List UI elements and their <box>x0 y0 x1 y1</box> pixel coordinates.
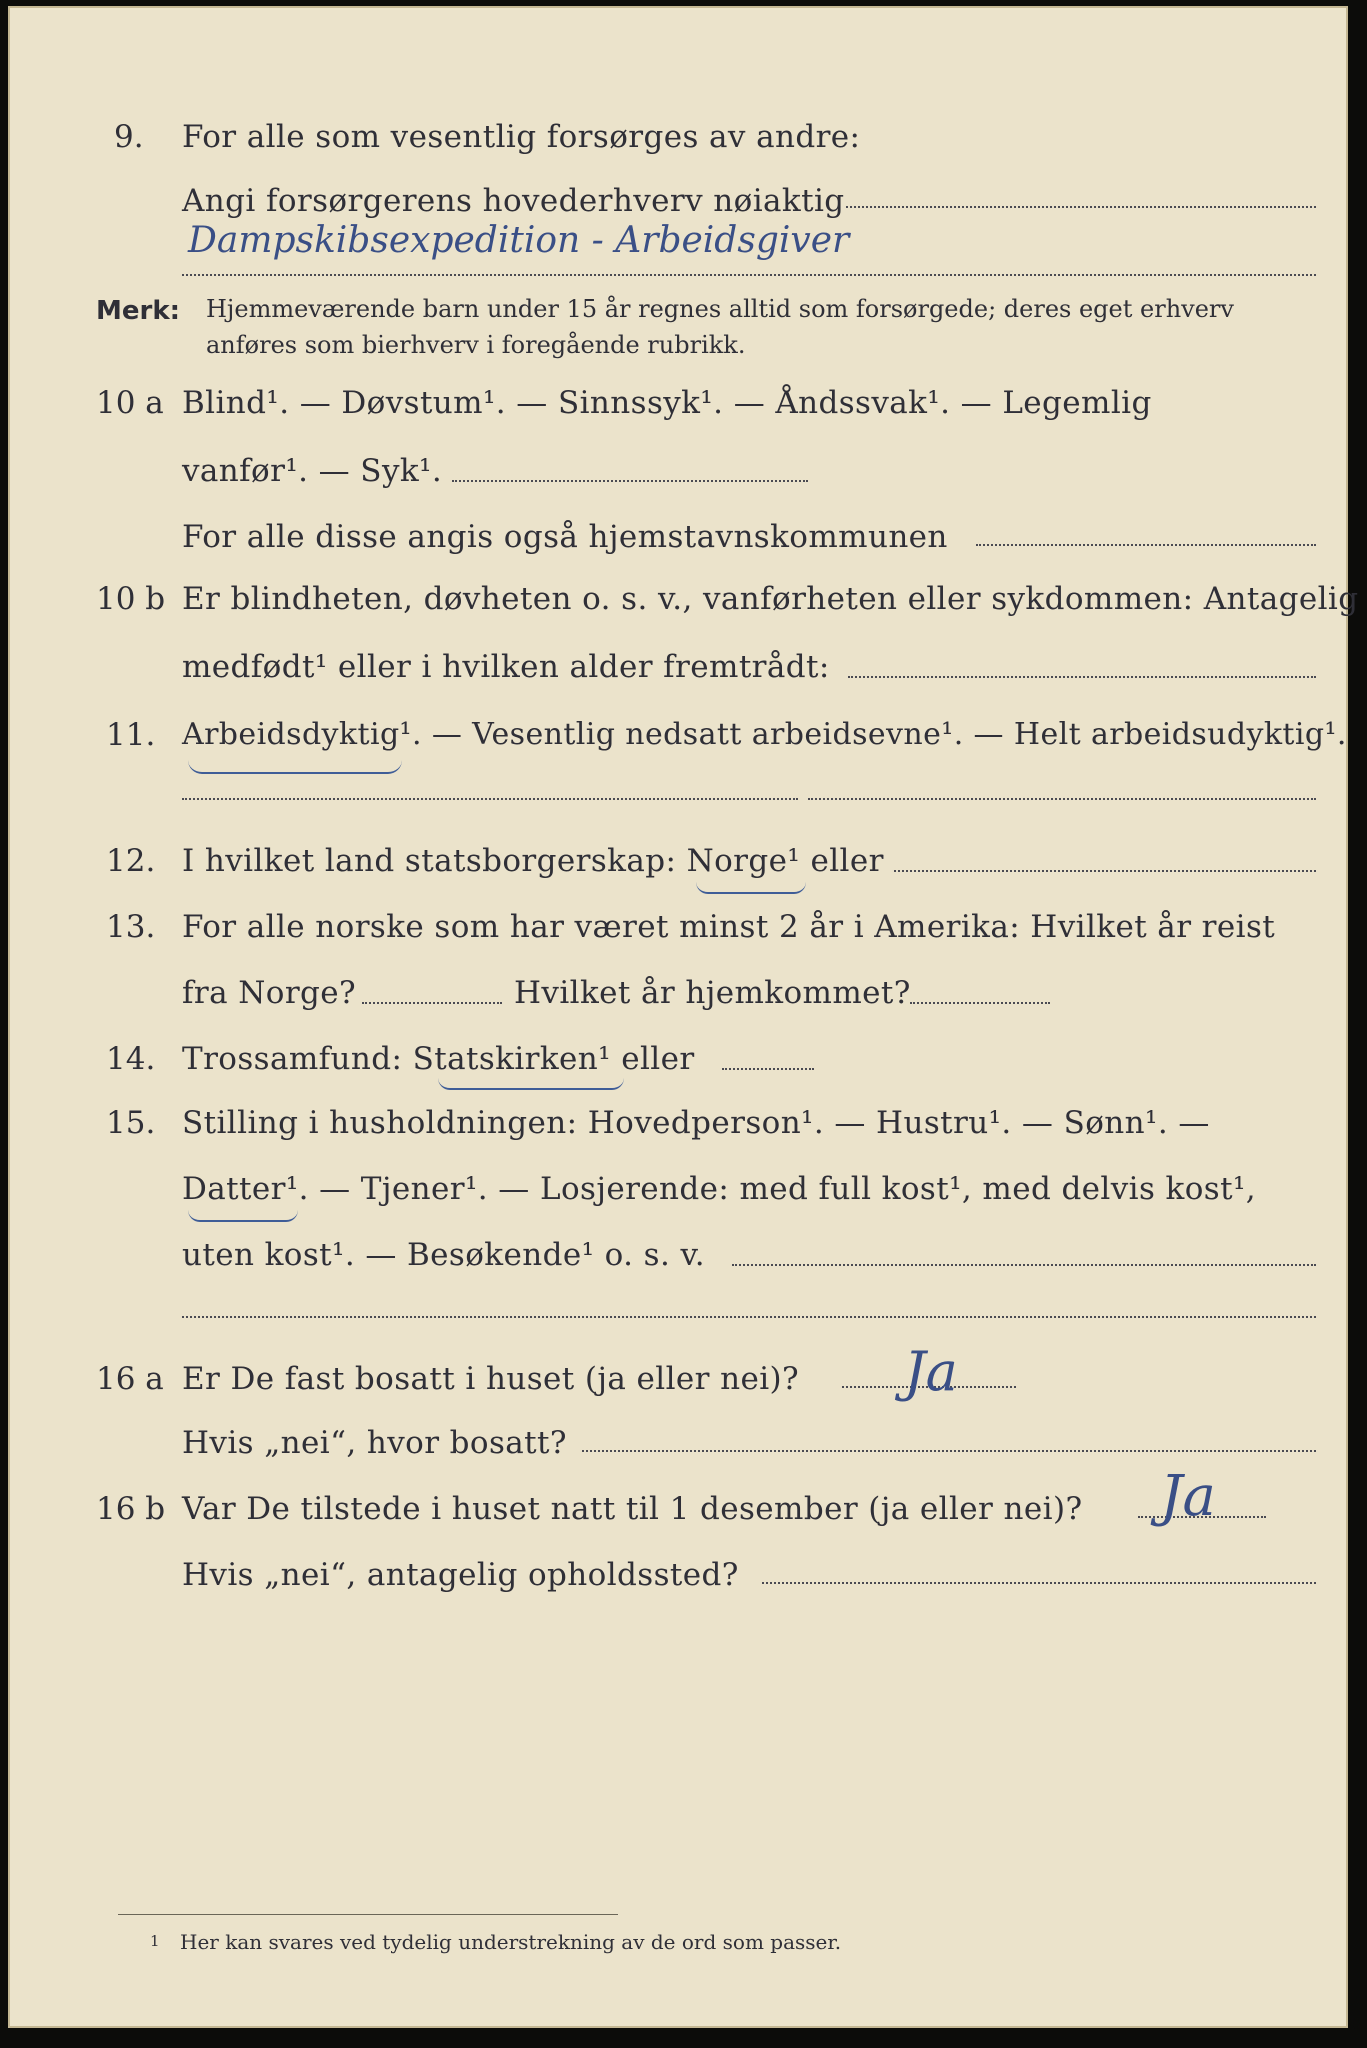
q12-row-1 <box>10 836 1350 886</box>
q10a-row-3 <box>10 512 1350 562</box>
q15-line1: Stilling i husholdningen: Hovedperson¹. — Hustru¹. — Sønn¹. — <box>182 1105 1210 1141</box>
q11-row-1 <box>10 710 1350 760</box>
q9-answer-line-2 <box>182 274 1316 276</box>
q16b-number: 16 b <box>96 1491 166 1527</box>
q9-row-2 <box>10 176 1350 226</box>
merk-label: Merk: <box>96 296 181 326</box>
q9-answer-line <box>846 206 1316 208</box>
q9-line1: For alle som vesentlig forsørges av andre: <box>182 119 861 155</box>
merk-line1: Hjemmeværende barn under 15 år regnes alltid som forsørgede; deres eget erhverv <box>206 295 1234 323</box>
merk-line2: anføres som bierhverv i foregående rubrikk. <box>206 331 746 359</box>
q10a-line2: vanfør¹. — Syk¹. <box>182 453 443 489</box>
q15-line2: Datter¹. — Tjener¹. — Losjerende: med full kost¹, med delvis kost¹, <box>182 1171 1257 1207</box>
q10a-kommune-line <box>976 544 1316 546</box>
q16a-row-2 <box>10 1418 1350 1468</box>
q14-underline-mark <box>438 1078 624 1090</box>
q10a-answer-line <box>452 480 808 482</box>
q14-number: 14. <box>106 1041 156 1077</box>
q10b-row-1 <box>10 574 1359 624</box>
q16a-line1: Er De fast bosatt i huset (ja eller nei)? <box>182 1361 800 1397</box>
q16a-bosatt-line <box>582 1450 1316 1452</box>
q15-answer-line <box>732 1264 1316 1266</box>
footnote-rule <box>118 1914 618 1915</box>
q10b-row-2 <box>10 642 1350 692</box>
census-form-page <box>8 6 1359 2028</box>
q10a-number: 10 a <box>96 385 164 421</box>
q13-line1: For alle norske som har været minst 2 år i Amerika: Hvilket år reist <box>182 909 1276 945</box>
q13-number: 13. <box>106 909 156 945</box>
q15-underline-mark <box>188 1210 298 1222</box>
q13-row-2 <box>10 968 1350 1018</box>
q15-row-2 <box>10 1164 1350 1214</box>
q16a-handwritten-answer: Ja <box>904 1340 958 1403</box>
q15-number: 15. <box>106 1105 156 1141</box>
q16a-line2: Hvis „nei“, hvor bosatt? <box>182 1425 567 1461</box>
q10a-row-1 <box>10 378 1350 428</box>
q10b-answer-line <box>848 676 1316 678</box>
footnote-text: Her kan svares ved tydelig understrekning av de ord som passer. <box>180 1930 842 1954</box>
q16b-row-2 <box>10 1550 1350 1600</box>
q10a-line3: For alle disse angis også hjemstavnskommunen <box>182 519 948 555</box>
q10b-line2: medfødt¹ eller i hvilken alder fremtrådt: <box>182 649 830 685</box>
q10a-line1: Blind¹. — Døvstum¹. — Sinnssyk¹. — Åndssvak¹. — Legemlig <box>182 385 1152 421</box>
q11-underline-mark <box>188 760 402 774</box>
q11-line1: Arbeidsdyktig¹. — Vesentlig nedsatt arbeidsevne¹. — Helt arbeidsudyktig¹. <box>182 717 1347 752</box>
q9-number: 9. <box>114 119 144 155</box>
q9-row-1 <box>10 112 1350 162</box>
q10b-number: 10 b <box>96 581 166 617</box>
q9-handwritten-answer: Dampskibsexpedition - Arbeidsgiver <box>188 220 850 261</box>
q16b-opholdssted-line <box>762 1582 1316 1584</box>
q13-hjemkommet-line <box>910 1002 1050 1004</box>
q11-number: 11. <box>106 717 156 753</box>
q15-row-1 <box>10 1098 1350 1148</box>
q14-row-1 <box>10 1034 1350 1084</box>
q13-line2a: fra Norge? <box>182 975 357 1011</box>
q15-answer-line-2 <box>182 1316 1316 1318</box>
q13-line2b: Hvilket år hjemkommet? <box>514 975 911 1011</box>
q15-line3: uten kost¹. — Besøkende¹ o. s. v. <box>182 1237 705 1273</box>
footnote-marker: 1 <box>150 1932 160 1950</box>
q11-answer-line-b <box>808 798 1316 800</box>
q16b-line1: Var De tilstede i huset natt til 1 desember (ja eller nei)? <box>182 1491 1083 1527</box>
q11-answer-line-a <box>182 798 798 800</box>
q16a-number: 16 a <box>96 1361 164 1397</box>
q9-line2: Angi forsørgerens hovederhverv nøiaktig <box>182 183 845 219</box>
q13-reist-line <box>362 1002 502 1004</box>
q12-number: 12. <box>106 843 156 879</box>
q12-answer-line <box>894 870 1316 872</box>
q16a-row-1 <box>10 1354 1350 1404</box>
q15-row-3 <box>10 1230 1350 1280</box>
q16b-handwritten-answer: Ja <box>1160 1464 1216 1529</box>
q12-line1: I hvilket land statsborgerskap: Norge¹ eller <box>182 843 884 879</box>
q13-row-1 <box>10 902 1350 952</box>
q16b-row-1 <box>10 1484 1350 1534</box>
q10b-line1: Er blindheten, døvheten o. s. v., vanførheten eller sykdommen: Antagelig <box>182 581 1359 617</box>
q16b-line2: Hvis „nei“, antagelig opholdssted? <box>182 1557 739 1593</box>
q14-answer-line <box>722 1068 814 1070</box>
q12-underline-mark <box>696 882 806 894</box>
q14-line1: Trossamfund: Statskirken¹ eller <box>182 1041 695 1077</box>
q10a-row-2 <box>10 446 1350 496</box>
